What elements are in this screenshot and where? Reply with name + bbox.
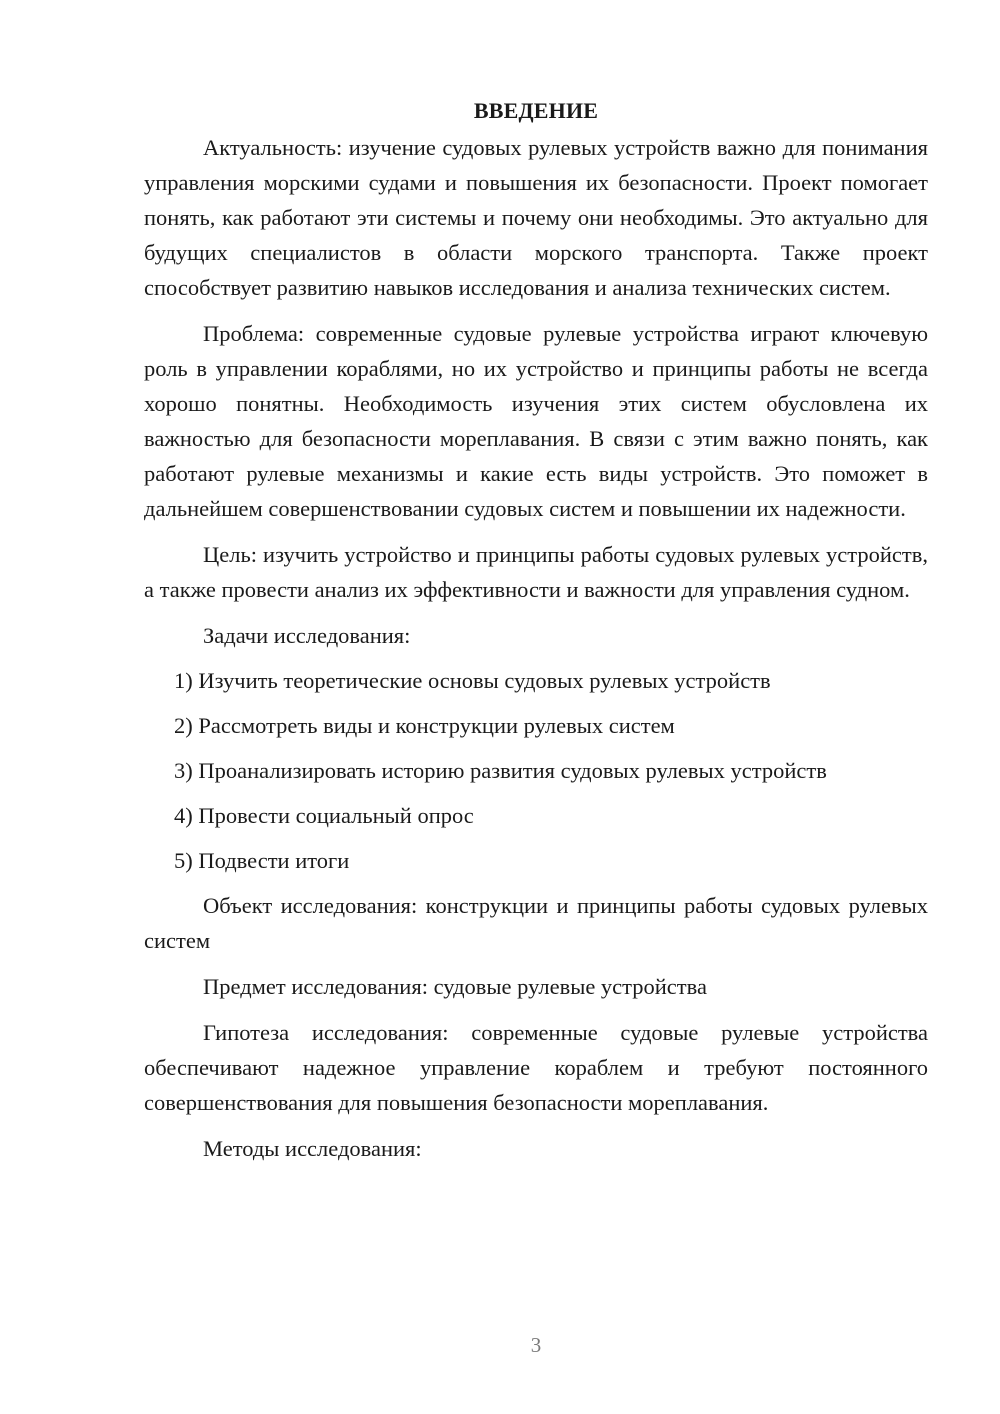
methods-heading: Методы исследования: — [203, 1136, 422, 1161]
paragraph-subject: Предмет исследования: судовые рулевые устройства — [203, 974, 707, 999]
list-item: 1) Изучить теоретические основы судовых рулевых устройств — [174, 668, 771, 693]
paragraph-object: Объект исследования: конструкции и принципы работы судовых рулевых систем — [144, 893, 928, 953]
paragraph-hypothesis: Гипотеза исследования: современные судовые рулевые устройства обеспечивают надежное управление кораблем и требуют постоянного совершенствования для повышения безопасности мореплавания. — [144, 1020, 928, 1115]
list-item: 2) Рассмотреть виды и конструкции рулевых систем — [174, 713, 675, 738]
paragraph-problem: Проблема: современные судовые рулевые устройства играют ключевую роль в управлении кораблями, но их устройство и принципы работы не всегда хорошо понятны. Необходимость изучения этих систем обусловлена их важностью для безопасности мореплавания. В связи с этим важно понять, как работают рулевые механизмы и какие есть виды устройств. Это поможет в дальнейшем совершенствовании судовых систем и повышении их надежности. — [144, 321, 928, 521]
tasks-list — [144, 663, 928, 878]
paragraph-goal: Цель: изучить устройство и принципы работы судовых рулевых устройств, а также провести анализ их эффективности и важности для управления судном. — [144, 542, 928, 602]
list-item: 5) Подвести итоги — [174, 848, 350, 873]
list-item: 4) Провести социальный опрос — [174, 803, 474, 828]
page-number: 3 — [530, 1333, 542, 1357]
tasks-heading: Задачи исследования: — [203, 623, 411, 648]
page-title: ВВЕДЕНИЕ — [473, 98, 599, 123]
list-item: 3) Проанализировать историю развития судовых рулевых устройств — [174, 758, 827, 783]
paragraph-relevance: Актуальность: изучение судовых рулевых устройств важно для понимания управления морскими судами и повышения их безопасности. Проект помогает понять, как работают эти системы и почему они необходимы. Это актуально для будущих специалистов в области морского транспорта. Также проект способствует развитию навыков исследования и анализа технических систем. — [144, 135, 928, 300]
document-page — [144, 96, 928, 1176]
